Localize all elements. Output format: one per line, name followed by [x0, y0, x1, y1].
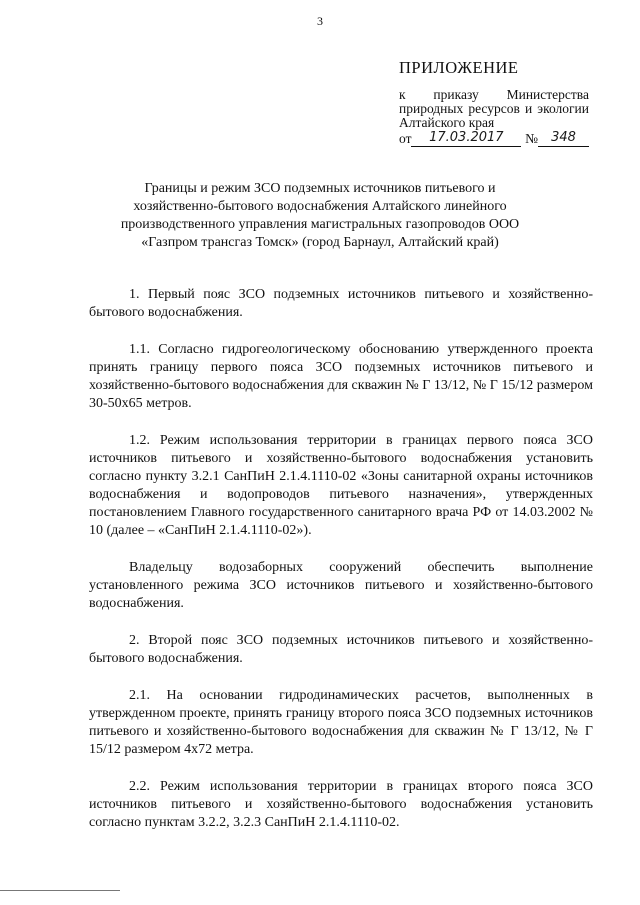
paragraph-2-2: 2.2. Режим использования территории в границах второго пояса ЗСО источников питьевого и хозяйственно-бытового водоснабжения установить согласно пунктам 3.2.2, 3.2.3 СанПиН 2.1.4.1110-02. — [89, 779, 593, 830]
page-number: 3 — [317, 14, 323, 28]
paragraph-2-1: 2.1. На основании гидродинамических расчетов, выполненных в утвержденном проекте, принять границу второго пояса ЗСО подземных источников питьевого и хозяйственно-бытового водоснабжения для скважин № Г 13/12, № Г 15/12 размером 4х72 метра. — [89, 688, 593, 757]
appendix-block — [399, 58, 589, 147]
paragraph-1: 1. Первый пояс ЗСО подземных источников питьевого и хозяйственно-бытового водоснабжения. — [89, 287, 593, 320]
handwritten-date: 17.03.2017 — [411, 130, 521, 147]
number-label: № — [525, 131, 539, 146]
paragraph-owner-duty: Владельцу водозаборных сооружений обеспечить выполнение установленного режима ЗСО источников питьевого и хозяйственно-бытового водоснабжения. — [89, 560, 593, 611]
handwritten-number: 348 — [538, 130, 589, 147]
appendix-title: ПРИЛОЖЕНИЕ — [399, 58, 519, 77]
paragraph-1-2: 1.2. Режим использования территории в границах первого пояса ЗСО источников питьевого и хозяйственно-бытового водоснабжения установить согласно пункту 3.2.1 СанПиН 2.1.4.1110-02 «Зоны санитарной охраны источников водоснабжения и водопроводов питьевого назначения», утвержденных постановлением Главного государственного санитарного врача РФ от 14.03.2002 № 10 (далее – «СанПиН 2.1.4.1110-02»). — [89, 433, 593, 538]
document-heading: Границы и режим ЗСО подземных источников питьевого и хозяйственно-бытового водоснабжения Алтайского линейного производственного управления магистральных газопроводов ООО «Газпром трансгаз Томск» (город Барнаул, Алтайский край) — [120, 181, 520, 250]
appendix-date-number-row — [399, 130, 589, 147]
document-body — [89, 286, 593, 851]
paragraph-1-1: 1.1. Согласно гидрогеологическому обоснованию утвержденного проекта принять границу первого пояса ЗСО подземных источников питьевого и хозяйственно-бытового водоснабжения для скважин № Г 13/12, № Г 15/12 размером 30-50х65 метров. — [89, 342, 593, 411]
date-label: от — [399, 131, 412, 146]
appendix-order-reference: к приказу Министерства природных ресурсов и экологии Алтайского края — [399, 87, 589, 130]
paragraph-2: 2. Второй пояс ЗСО подземных источников питьевого и хозяйственно-бытового водоснабжения. — [89, 633, 593, 666]
footer-divider — [0, 890, 120, 891]
